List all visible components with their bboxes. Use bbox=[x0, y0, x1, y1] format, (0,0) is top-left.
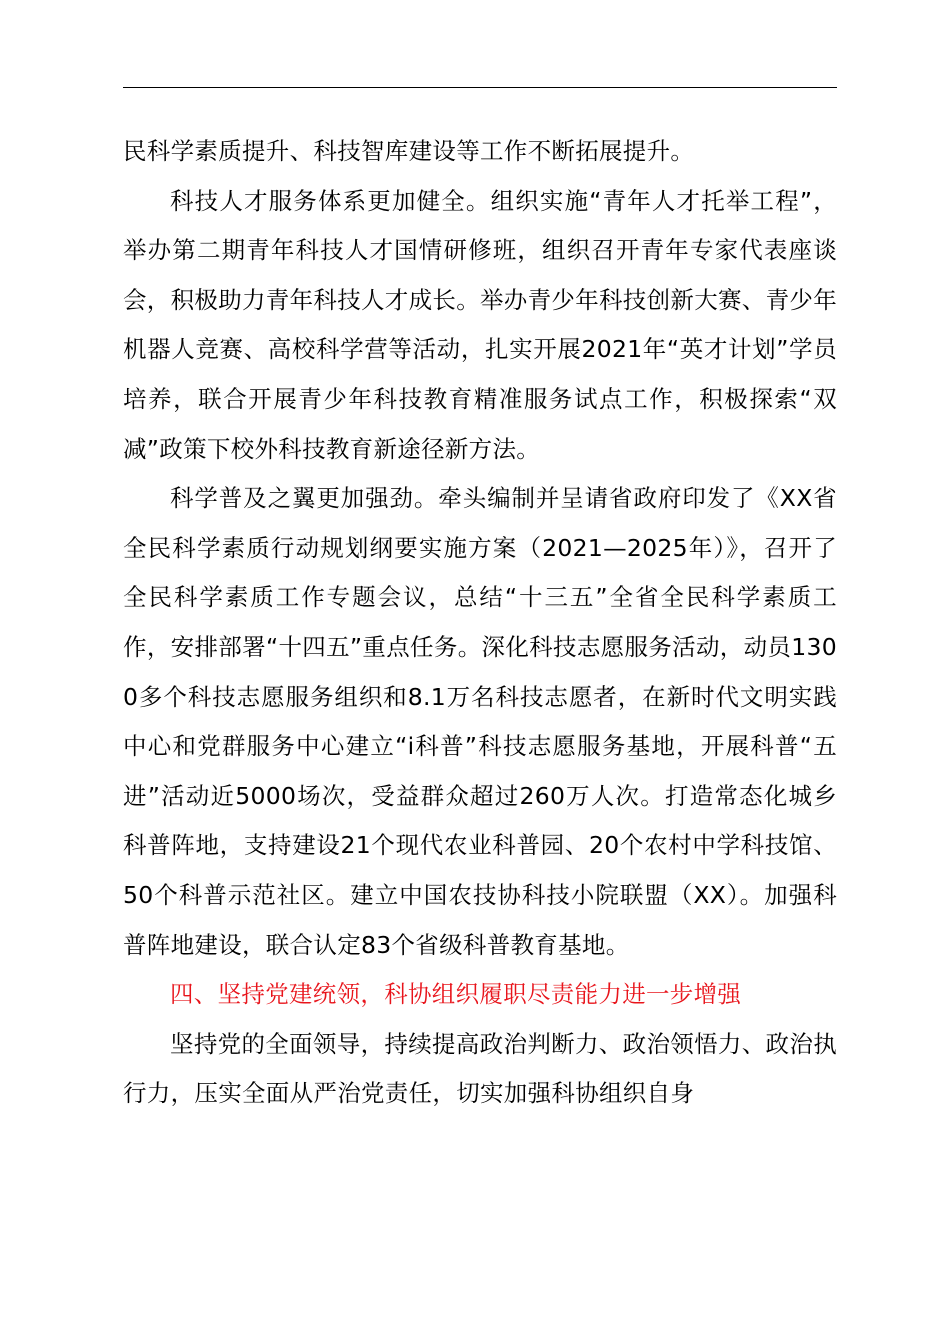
document-body bbox=[123, 127, 837, 1119]
paragraph-party-leadership: 坚持党的全面领导，持续提高政治判断力、政治领悟力、政治执行力，压实全面从严治党责任，切实加强科协组织自身 bbox=[123, 1029, 837, 1108]
paragraph-continuation: 民科学素质提升、科技智库建设等工作不断拓展提升。 bbox=[123, 137, 695, 165]
header-rule bbox=[123, 87, 837, 88]
paragraph-science-popularization: 科学普及之翼更加强劲。牵头编制并呈请省政府印发了《XX省全民科学素质行动规划纲要实施方案（2021—2025年）》，召开了全民科学素质工作专题会议，总结“十三五”全省全民科学素质工作，安排部署“十四五”重点任务。深化科技志愿服务活动，动员1300多个科技志愿服务组织和8.1万名科技志愿者，在新时代文明实践中心和党群服务中心建立“i科普”科技志愿服务基地，开展科普“五进”活动近5000场次，受益群众超过260万人次。打造常态化城乡科普阵地，支持建设21个现代农业科普园、20个农村中学科技馆、50个科普示范社区。建立中国农技协科技小院联盟（XX）。加强科普阵地建设，联合认定83个省级科普教育基地。 bbox=[123, 484, 837, 959]
section-heading: 四、坚持党建统领，科协组织履职尽责能力进一步增强 bbox=[170, 980, 742, 1009]
paragraph-talent-service: 科技人才服务体系更加健全。组织实施“青年人才托举工程”，举办第二期青年科技人才国情研修班，组织召开青年专家代表座谈会，积极助力青年科技人才成长。举办青少年科技创新大赛、青少年机器人竞赛、高校科学营等活动，扎实开展2021年“英才计划”学员培养，联合开展青少年科技教育精准服务试点工作，积极探索“双减”政策下校外科技教育新途径新方法。 bbox=[123, 186, 837, 463]
